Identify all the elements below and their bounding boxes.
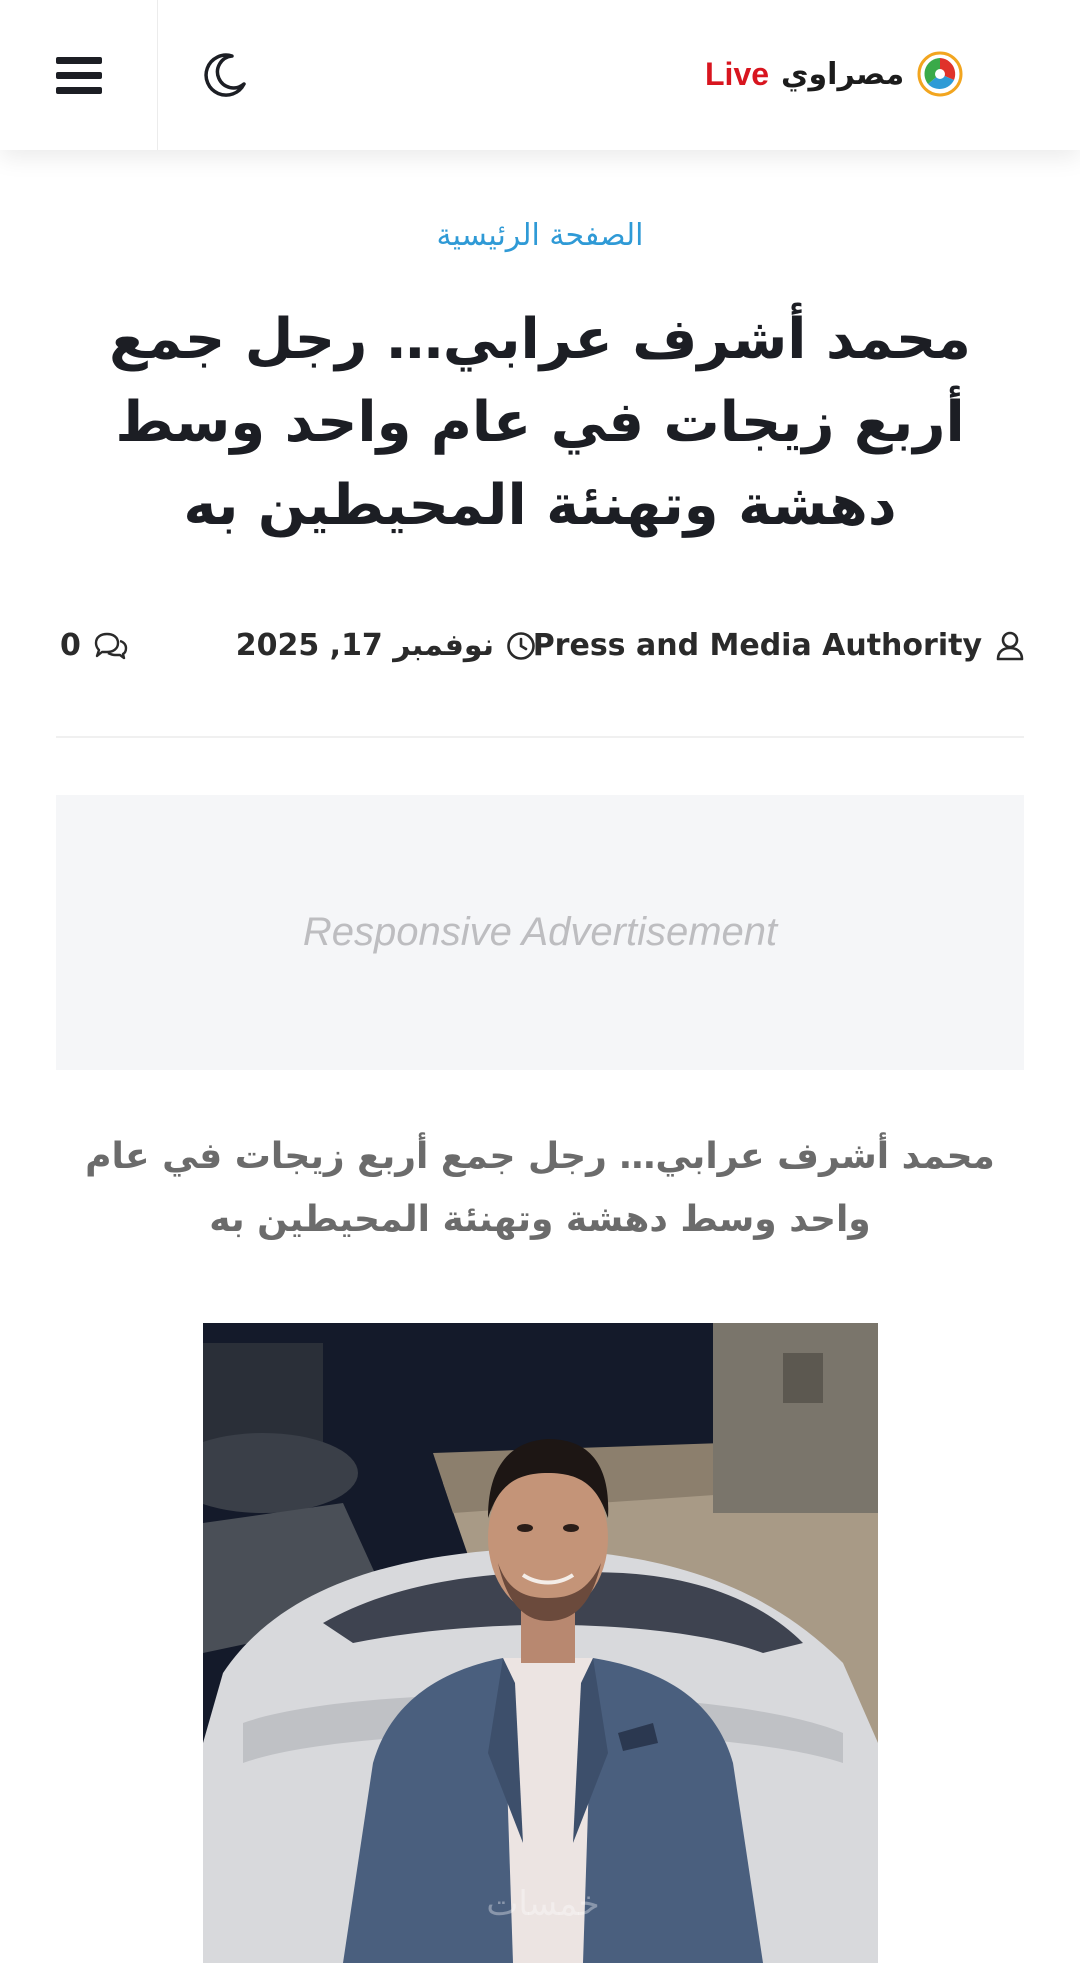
article-subtitle: محمد أشرف عرابي… رجل جمع أربع زيجات في عام واحد وسط دهشة وتهنئة المحيطين به — [85, 1136, 995, 1240]
comments-icon — [93, 631, 129, 661]
moon-icon — [202, 52, 248, 98]
logo-live-text: Live — [705, 55, 770, 92]
breadcrumb-home-link[interactable]: الصفحة الرئيسية — [436, 218, 644, 253]
comments-count: 0 — [60, 628, 81, 663]
advertisement-slot[interactable] — [56, 795, 1024, 1070]
site-logo[interactable] — [705, 46, 964, 102]
article-photo-illustration — [203, 1323, 878, 1963]
author-name: Press and Media Authority — [532, 628, 982, 663]
article-photo — [203, 1323, 878, 1963]
clock-icon — [506, 631, 536, 661]
site-header — [0, 0, 1080, 150]
article-title: محمد أشرف عرابي… رجل جمع أربع زيجات في عام واحد وسط دهشة وتهنئة المحيطين به — [109, 307, 971, 538]
menu-button[interactable] — [0, 0, 158, 150]
photo-watermark: خمسات — [486, 1884, 600, 1924]
author-link[interactable] — [533, 628, 1024, 663]
user-icon — [996, 631, 1024, 661]
publish-date — [236, 628, 536, 663]
article-meta — [56, 620, 1024, 676]
comments-link[interactable] — [60, 628, 129, 663]
logo-icon — [916, 50, 964, 98]
advertisement-label: Responsive Advertisement — [302, 910, 778, 954]
hamburger-menu-icon — [56, 55, 102, 95]
logo-name-text: مصراوي — [781, 56, 905, 92]
date-text: نوفمبر 17, 2025 — [235, 628, 494, 663]
dark-mode-toggle[interactable] — [190, 40, 260, 110]
meta-divider — [56, 736, 1024, 738]
